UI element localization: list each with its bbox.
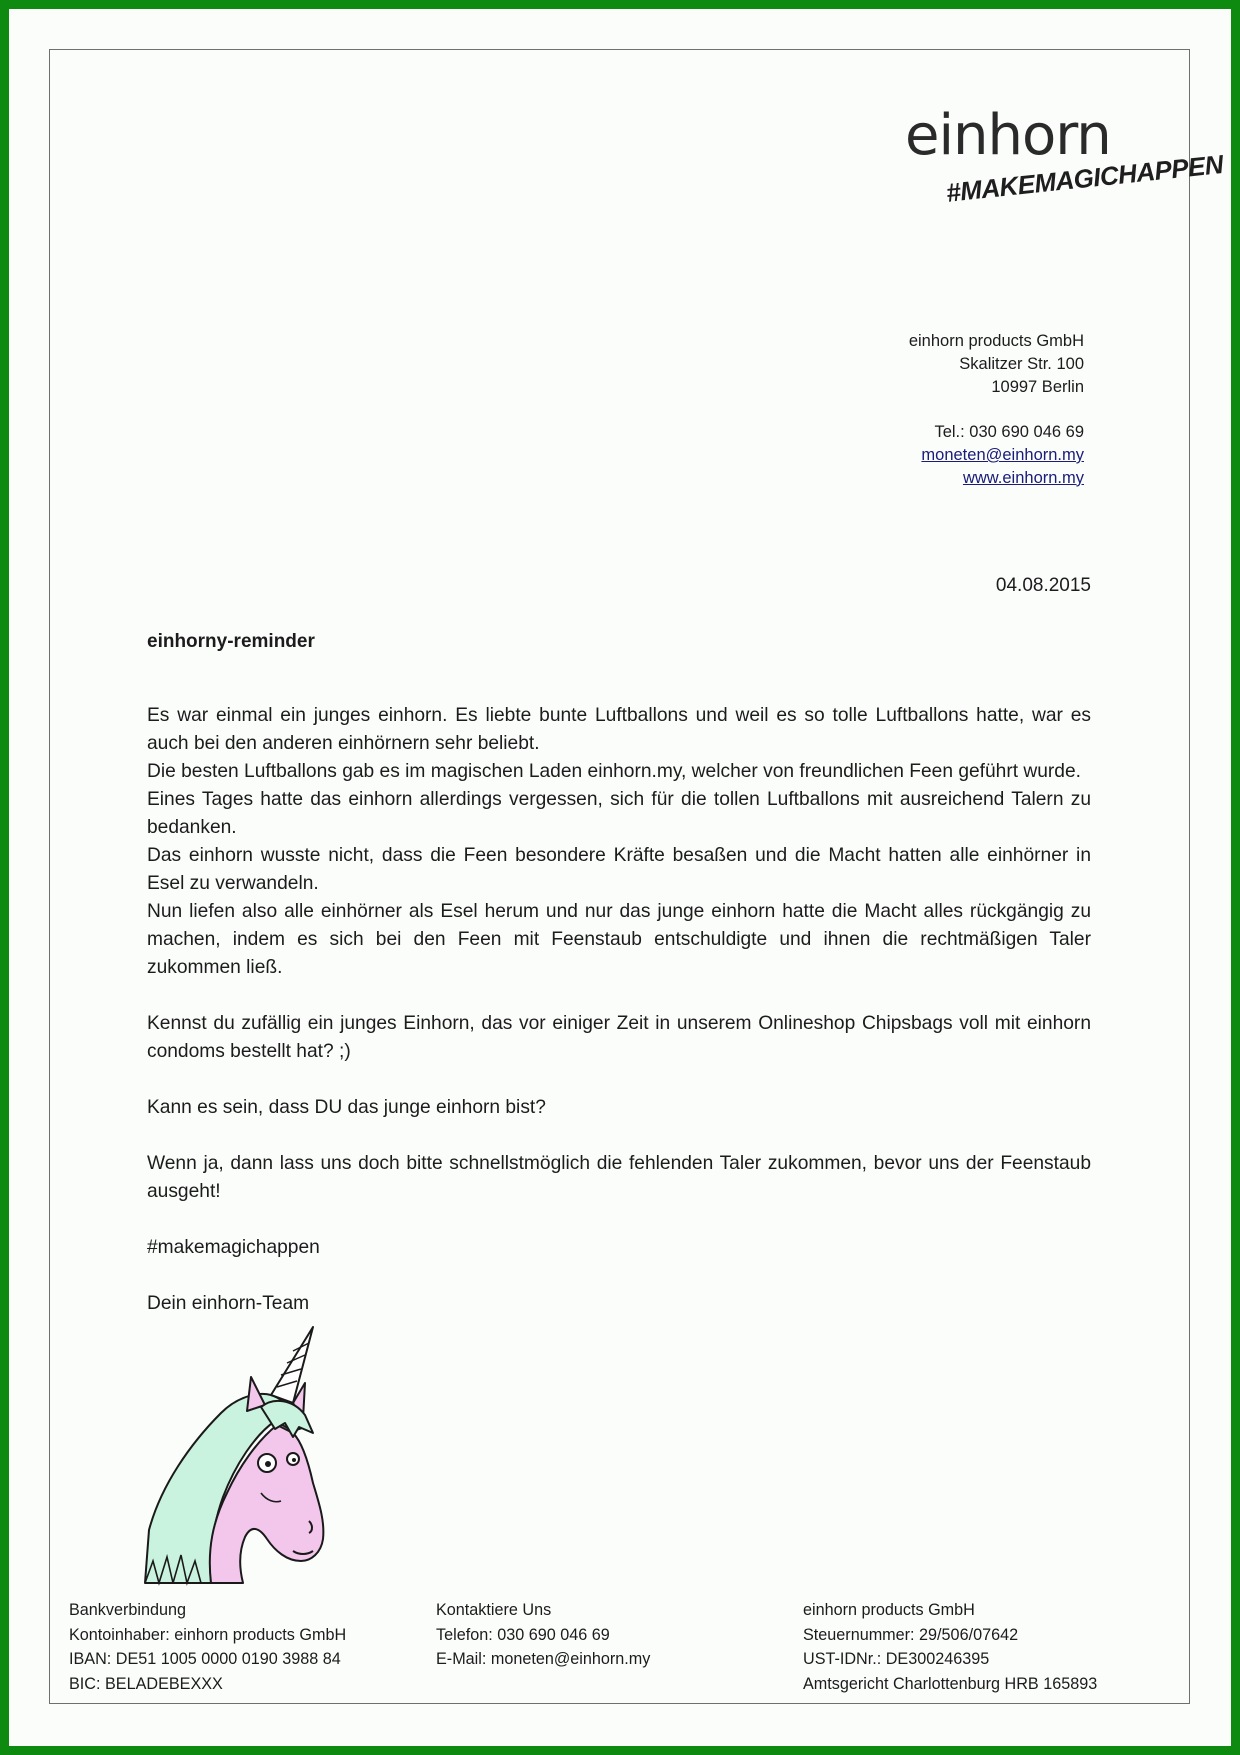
body-hashtag: #makemagichappen: [147, 1237, 320, 1258]
sender-company: einhorn products GmbH: [908, 332, 1084, 350]
footer-company-tax: Steuernummer: 29/506/07642: [803, 1625, 1019, 1644]
footer-bank-iban: IBAN: DE51 1005 0000 0190 3988 84: [69, 1650, 341, 1668]
body-paragraph-4: Das einhorn wusste nicht, dass die Feen besondere Kräfte besaßen und die Macht hatten alle einhörner in Esel zu verwandeln.: [147, 845, 1091, 894]
footer-bank-details: [69, 1598, 346, 1696]
logo-tagline: #MAKEMAGICHAPPEN: [944, 148, 1225, 208]
footer-contact-email: E-Mail: moneten@einhorn.my: [436, 1650, 651, 1668]
footer-company-title: einhorn products GmbH: [803, 1601, 975, 1619]
footer-bank-title: Bankverbindung: [69, 1601, 186, 1619]
footer-contact-title: Kontaktiere Uns: [436, 1601, 552, 1619]
body-paragraph-5: Nun liefen also alle einhörner als Esel herum und nur das junge einhorn hatte die Macht alles rückgängig zu machen, indem es sich bei den Feen mit Feenstaub entschuldigte und ihnen die rechtmäßigen Taler zukommen ließ.: [147, 901, 1091, 978]
sender-web-link[interactable]: www.einhorn.my: [962, 468, 1084, 487]
sender-email-link[interactable]: moneten@einhorn.my: [921, 445, 1084, 464]
sender-phone: Tel.: 030 690 046 69: [934, 423, 1084, 442]
sender-city: 10997 Berlin: [991, 377, 1084, 396]
body-paragraph-3: Eines Tages hatte das einhorn allerdings vergessen, sich für die tollen Luftballons mit ausreichend Talern zu bedanken.: [147, 789, 1091, 838]
body-paragraph-7: Kann es sein, dass DU das junge einhorn bist?: [147, 1097, 546, 1118]
sender-address: [909, 330, 1084, 490]
unicorn-horn: [271, 1327, 313, 1403]
body-signature: Dein einhorn-Team: [147, 1293, 310, 1314]
footer-contact: [436, 1598, 650, 1672]
footer-bank-bic: BIC: BELADEBEXXX: [69, 1674, 223, 1693]
footer-company-court: Amtsgericht Charlottenburg HRB 165893: [803, 1674, 1098, 1693]
letter-subject: einhorny-reminder: [147, 631, 315, 652]
footer-company: [803, 1598, 1097, 1696]
unicorn-head-illustration: [143, 1325, 358, 1587]
letter-date: 04.08.2015: [995, 575, 1091, 596]
body-paragraph-2: Die besten Luftballons gab es im magischen Laden einhorn.my, welcher von freundlichen Feen geführt wurde.: [147, 761, 1081, 782]
body-paragraph-1: Es war einmal ein junges einhorn. Es liebte bunte Luftballons und weil es so tolle Luftballons hatte, war es auch bei den anderen einhörnern sehr beliebt.: [147, 705, 1091, 754]
footer-bank-holder: Kontoinhaber: einhorn products GmbH: [69, 1625, 347, 1644]
footer-contact-phone: Telefon: 030 690 046 69: [436, 1625, 610, 1644]
body-paragraph-8: Wenn ja, dann lass uns doch bitte schnellstmöglich die fehlenden Taler zukommen, bevor uns der Feenstaub ausgeht!: [147, 1153, 1091, 1202]
letter-body: [147, 702, 1091, 1318]
logo-wordmark: einhorn: [905, 103, 1111, 168]
footer-company-vat: UST-IDNr.: DE300246395: [803, 1650, 990, 1668]
body-paragraph-6: Kennst du zufällig ein junges Einhorn, das vor einiger Zeit in unserem Onlineshop Chipsbags voll mit einhorn condoms bestellt hat? ;): [147, 1013, 1091, 1062]
sender-street: Skalitzer Str. 100: [959, 354, 1084, 373]
